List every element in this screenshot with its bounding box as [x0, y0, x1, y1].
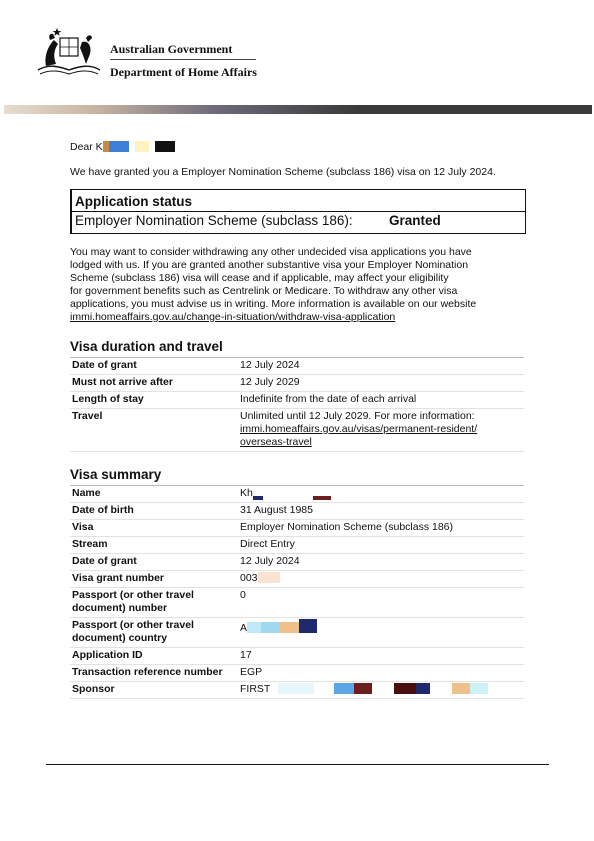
redaction: [109, 141, 129, 152]
row-label: Date of grant: [70, 554, 238, 571]
redaction: [354, 683, 372, 694]
row-value: Indefinite from the date of each arrival: [238, 392, 524, 409]
notice-line: lodged with us. If you are granted another substantive visa your Employer Nomination: [70, 259, 469, 271]
redaction: [261, 622, 279, 633]
row-value: [238, 682, 524, 699]
redaction: [416, 683, 430, 694]
table-row: [70, 618, 524, 648]
row-label: Length of stay: [70, 392, 238, 409]
value-text: Kh: [240, 487, 253, 499]
redaction: [155, 141, 175, 152]
redaction: [334, 683, 354, 694]
header-bar: [4, 105, 592, 114]
table-row: [70, 665, 524, 682]
table-row: [70, 571, 524, 588]
table-row: [70, 358, 524, 375]
row-value: [238, 618, 524, 648]
value-text: FIRST: [240, 683, 271, 695]
redaction: [430, 683, 452, 694]
redaction: [279, 622, 299, 633]
row-value: 0: [238, 588, 524, 618]
travel-value: [238, 409, 524, 452]
agency-divider: [110, 59, 256, 60]
row-label: Date of birth: [70, 503, 238, 520]
table-row: [70, 554, 524, 571]
redaction: [313, 496, 331, 500]
redaction: [314, 683, 334, 694]
letterhead: [0, 0, 594, 105]
redaction: [299, 619, 317, 633]
footer-divider: [46, 764, 549, 765]
row-value: [238, 486, 524, 503]
header-bar-gradient: [4, 105, 357, 114]
table-row: [70, 392, 524, 409]
row-label: Transaction reference number: [70, 665, 238, 682]
redaction: [253, 496, 263, 500]
travel-text: Unlimited until 12 July 2029. For more information:: [240, 410, 475, 422]
row-label: Travel: [70, 409, 238, 452]
application-status-value: Granted: [389, 213, 441, 228]
application-status-title: Application status: [75, 194, 193, 209]
table-row: [70, 503, 524, 520]
row-value: EGP: [238, 665, 524, 682]
row-value: 12 July 2024: [238, 358, 524, 375]
table-row: [70, 588, 524, 618]
table-row: [70, 537, 524, 554]
row-label: Sponsor: [70, 682, 238, 699]
row-label: Application ID: [70, 648, 238, 665]
row-label: Date of grant: [70, 358, 238, 375]
redaction: [258, 572, 280, 583]
notice-line: You may want to consider withdrawing any other undecided visa applications you have: [70, 246, 472, 258]
table-row: [70, 648, 524, 665]
row-value: Employer Nomination Scheme (subclass 186): [238, 520, 524, 537]
redaction: [247, 622, 261, 633]
row-label: Visa grant number: [70, 571, 238, 588]
redaction: [394, 683, 416, 694]
notice-line: applications, you must advise us in writing. More information is available on our website: [70, 298, 477, 310]
table-row: [70, 409, 524, 452]
salutation-text: Dear K: [70, 141, 103, 153]
table-row: [70, 486, 524, 503]
visa-duration-title: Visa duration and travel: [70, 339, 223, 354]
row-value: 17: [238, 648, 524, 665]
redaction: [135, 141, 149, 152]
table-row: [70, 375, 524, 392]
department-name: Department of Home Affairs: [110, 65, 257, 79]
row-value: [238, 571, 524, 588]
travel-link[interactable]: immi.homeaffairs.gov.au/visas/permanent-resident/: [240, 423, 478, 435]
row-value: Direct Entry: [238, 537, 524, 554]
row-label: Passport (or other travel document) country: [70, 618, 238, 648]
row-label: Passport (or other travel document) number: [70, 588, 238, 618]
value-text: A: [240, 622, 248, 634]
row-label: Visa: [70, 520, 238, 537]
visa-duration-table: [70, 358, 524, 452]
redaction: [470, 683, 488, 694]
salutation: [70, 141, 175, 154]
redaction: [372, 683, 394, 694]
notice-line: for government benefits such as Centrelink or Medicare. To withdraw any other visa: [70, 285, 458, 297]
row-label: Stream: [70, 537, 238, 554]
row-value: 12 July 2029: [238, 375, 524, 392]
row-label: Must not arrive after: [70, 375, 238, 392]
application-status-box: [70, 189, 526, 234]
travel-link-continued[interactable]: overseas-travel: [240, 436, 312, 448]
redaction: [278, 683, 314, 694]
value-text: 003: [240, 572, 258, 584]
redaction: [270, 683, 278, 694]
government-name: Australian Government: [110, 42, 233, 56]
redaction: [263, 487, 313, 498]
table-row: [70, 520, 524, 537]
redaction: [452, 683, 470, 694]
notice-line: Scheme (subclass 186) visa will cease and if applicable, may affect your eligibility: [70, 272, 449, 284]
table-row: [70, 682, 524, 699]
row-value: 31 August 1985: [238, 503, 524, 520]
row-label: Name: [70, 486, 238, 503]
withdraw-notice: [70, 246, 476, 324]
coat-of-arms-icon: [36, 26, 102, 78]
row-value: 12 July 2024: [238, 554, 524, 571]
visa-summary-title: Visa summary: [70, 467, 162, 482]
application-status-label: Employer Nomination Scheme (subclass 186):: [75, 213, 353, 228]
intro-text: We have granted you a Employer Nomination Scheme (subclass 186) visa on 12 July 2024.: [70, 166, 496, 178]
withdraw-application-link[interactable]: immi.homeaffairs.gov.au/change-in-situation/withdraw-visa-application: [70, 311, 396, 323]
visa-summary-table: [70, 486, 524, 699]
status-divider: [72, 211, 525, 212]
